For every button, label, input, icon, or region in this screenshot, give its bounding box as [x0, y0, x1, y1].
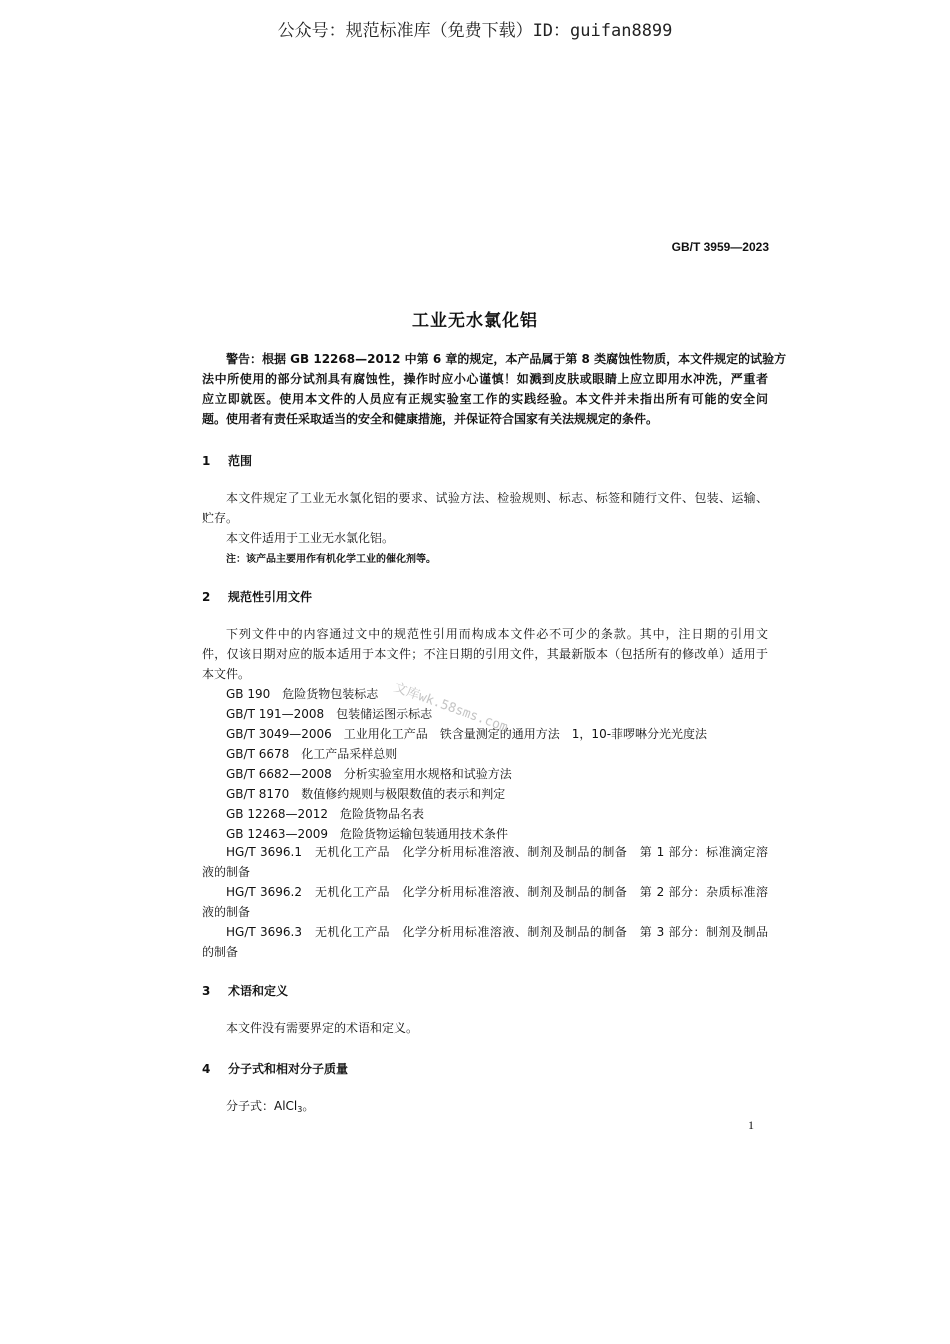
reference-item: GB 190 危险货物包装标志 — [226, 687, 379, 701]
paragraph-line: 下列文件中的内容通过文中的规范性引用而构成本文件必不可少的条款。其中，注日期的引用文 — [226, 627, 768, 641]
reference-item: HG/T 3696.1 无机化工产品 化学分析用标准溶液、制剂及制品的制备 第 1 部分：标准滴定溶 — [226, 845, 768, 859]
section-2-intro — [202, 624, 768, 684]
reference-item: GB/T 8170 数值修约规则与极限数值的表示和判定 — [226, 787, 506, 801]
warning-block — [202, 349, 787, 429]
section-number: 1 — [202, 454, 211, 468]
reference-item: GB/T 6682—2008 分析实验室用水规格和试验方法 — [226, 767, 512, 781]
reference-item: GB/T 6678 化工产品采样总则 — [226, 747, 398, 761]
warning-line: 警告：根据 GB 12268—2012 中第 6 章的规定，本产品属于第 8 类腐蚀性物质，本文件规定的试验方 — [226, 352, 787, 366]
document-title: 工业无水氯化铝 — [412, 311, 538, 331]
reference-item: GB/T 3049—2006 工业用化工产品 铁含量测定的通用方法 1，10-菲啰啉分光光度法 — [226, 727, 708, 741]
page-number: 1 — [748, 1118, 754, 1132]
reference-item: GB 12463—2009 危险货物运输包装通用技术条件 — [226, 827, 509, 841]
paragraph-line: 贮存。 — [202, 511, 239, 525]
reference-item-continued: 液的制备 — [202, 865, 251, 879]
paragraph-line: 件，仅该日期对应的版本适用于本文件；不注日期的引用文件，其最新版本（包括所有的修改单）适用于 — [202, 647, 768, 661]
watermark: 文库wk.58sms.com — [391, 680, 510, 736]
paragraph-line: 本文件。 — [202, 667, 251, 681]
warning-line: 法中所使用的部分试剂具有腐蚀性，操作时应小心谨慎！如溅到皮肤或眼睛上应立即用水冲洗，严重者 — [202, 372, 768, 386]
section-title: 规范性引用文件 — [228, 590, 313, 604]
paragraph-line: 本文件规定了工业无水氯化铝的要求、试验方法、检验规则、标志、标签和随行文件、包装、运输、 — [226, 491, 768, 505]
section-number: 3 — [202, 984, 211, 998]
section-1-heading — [202, 452, 252, 469]
section-title: 分子式和相对分子质量 — [228, 1062, 349, 1076]
reference-item-continued: 的制备 — [202, 945, 239, 959]
formula-subscript: 3 — [297, 1105, 303, 1114]
section-title: 术语和定义 — [228, 984, 289, 998]
reference-item: HG/T 3696.3 无机化工产品 化学分析用标准溶液、制剂及制品的制备 第 3 部分：制剂及制品 — [226, 925, 768, 939]
warning-line: 应立即就医。使用本文件的人员应有正规实验室工作的实践经验。本文件并未指出所有可能的安全问 — [202, 392, 768, 406]
hg-reference-list — [202, 842, 768, 962]
warning-line: 题。使用者有责任采取适当的安全和健康措施，并保证符合国家有关法规规定的条件。 — [202, 412, 659, 426]
section-number: 4 — [202, 1062, 211, 1076]
section-2-heading — [202, 588, 312, 605]
reference-item: HG/T 3696.2 无机化工产品 化学分析用标准溶液、制剂及制品的制备 第 2 部分：杂质标准溶 — [226, 885, 768, 899]
top-banner: 公众号：规范标准库（免费下载）ID：guifan8899 — [277, 21, 673, 41]
molecular-formula — [226, 1096, 314, 1120]
section-3-body: 本文件没有需要界定的术语和定义。 — [226, 1021, 419, 1035]
section-number: 2 — [202, 590, 211, 604]
section-1-body — [202, 488, 768, 548]
section-1-note: 注：该产品主要用作有机化学工业的催化剂等。 — [226, 554, 436, 565]
section-4-heading — [202, 1060, 348, 1077]
document-number: GB/T 3959—2023 — [671, 240, 769, 254]
paragraph: 本文件适用于工业无水氯化铝。 — [226, 531, 395, 545]
formula-prefix: 分子式：AlCl — [226, 1099, 298, 1113]
section-3-heading — [202, 982, 288, 999]
reference-item: GB/T 191—2008 包装储运图示标志 — [226, 707, 433, 721]
reference-item-continued: 液的制备 — [202, 905, 251, 919]
section-title: 范围 — [228, 454, 253, 468]
reference-item: GB 12268—2012 危险货物品名表 — [226, 807, 425, 821]
formula-suffix: 。 — [302, 1099, 315, 1113]
